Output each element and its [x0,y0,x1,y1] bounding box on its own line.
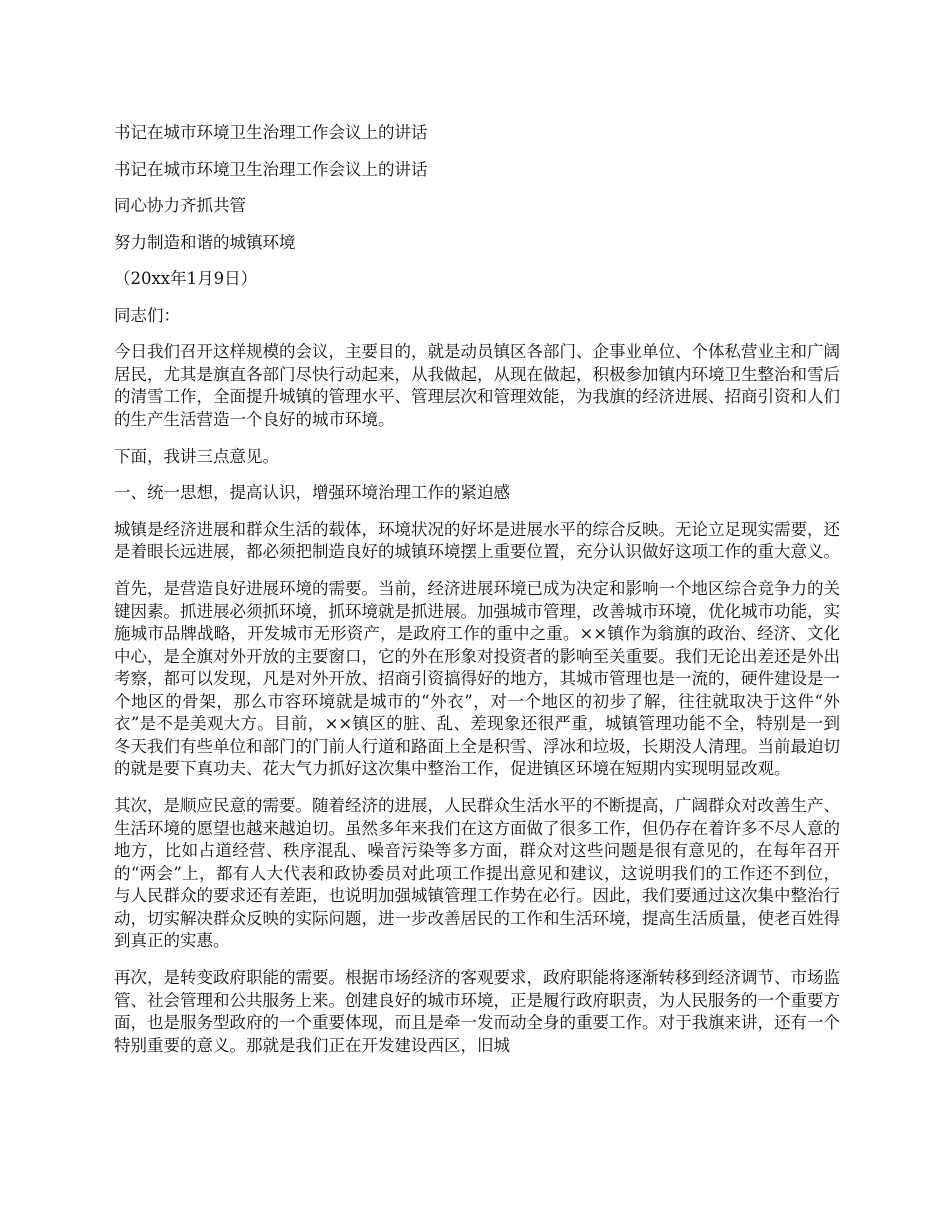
paragraph-section-1-intro: 城镇是经济进展和群众生活的载体，环境状况的好坏是进展水平的综合反映。无论立足现实需要，还是着眼长远进展，都必须把制造良好的城镇环境摆上重要位置，充分认识做好这项工作的重大意义。 [114,519,840,561]
subtitle-line-1: 同心协力齐抓共管 [114,196,246,215]
subtitle-line-2: 努力制造和谐的城镇环境 [114,232,296,252]
doc-title: 书记在城市环境卫生治理工作会议上的讲话 [114,123,428,142]
paragraph-transition: 下面，我讲三点意见。 [114,446,279,466]
salutation: 同志们： [114,305,180,325]
section-heading-1: 一、统一思想，提高认识，增强环境治理工作的紧迫感 [114,483,510,502]
document-body [114,122,840,1072]
paragraph-first-point: 首先，是营造良好进展环境的需要。当前，经济进展环境已成为决定和影响一个地区综合竞争力的关键因素。抓进展必须抓环境，抓环境就是抓进展。加强城市管理，改善城市环境，优化城市功能，实施城市品牌战略，开发城市无形资产，是政府工作的重中之重。××镇作为翁旗的政治、经济、文化中心，是全旗对外开放的主要窗口，它的外在形象对投资者的影响至关重要。我们无论出差还是外出考察，都可以发现，凡是对外开放、招商引资搞得好的地方，其城市管理也是一流的，硬件建设是一个地区的骨架，那么市容环境就是城市的“外衣”，对一个地区的初步了解，往往就取决于这件“外衣”是不是美观大方。目前，××镇区的脏、乱、差现象还很严重，城镇管理功能不全，特别是一到冬天我们有些单位和部门的门前人行道和路面上全是积雪、浮冰和垃圾，长期没人清理。当前最迫切的就是要下真功夫、花大气力抓好这次集中整治工作，促进镇区环境在短期内实现明显改观。 [114,579,840,778]
paragraph-intro: 今日我们召开这样规模的会议，主要目的，就是动员镇区各部门、企事业单位、个体私营业主和广阔居民，尤其是旗直各部门尽快行动起来，从我做起，从现在做起，积极参加镇内环境卫生整治和雪后的清雪工作，全面提升城镇的管理水平、管理层次和管理效能，为我旗的经济进展、招商引资和人们的生产生活营造一个良好的城市环境。 [114,342,840,429]
paragraph-third-point: 再次，是转变政府职能的需要。根据市场经济的客观要求，政府职能将逐渐转移到经济调节、市场监管、社会管理和公共服务上来。创建良好的城市环境，正是履行政府职责，为人民服务的一个重要方面，也是服务型政府的一个重要体现，而且是牵一发而动全身的重要工作。对于我旗来讲，还有一个特别重要的意义。那就是我们正在开发建设西区，旧城 [114,968,840,1055]
paragraph-second-point: 其次，是顺应民意的需要。随着经济的进展，人民群众生活水平的不断提高，广阔群众对改善生产、生活环境的愿望也越来越迫切。虽然多年来我们在这方面做了很多工作，但仍存在着许多不尽人意的地方，比如占道经营、秩序混乱、噪音污染等多方面，群众对这些问题是很有意见的，在每年召开的“两会”上，都有人大代表和政协委员对此项工作提出意见和建议，这说明我们的工作还不到位，与人民群众的要求还有差距，也说明加强城镇管理工作势在必行。因此，我们要通过这次集中整治行动，切实解决群众反映的实际问题，进一步改善居民的工作和生活环境，提高生活质量，使老百姓得到真正的实惠。 [114,796,840,950]
speech-title: 书记在城市环境卫生治理工作会议上的讲话 [114,159,428,179]
speech-date: （20xx年1月9日） [114,269,258,288]
